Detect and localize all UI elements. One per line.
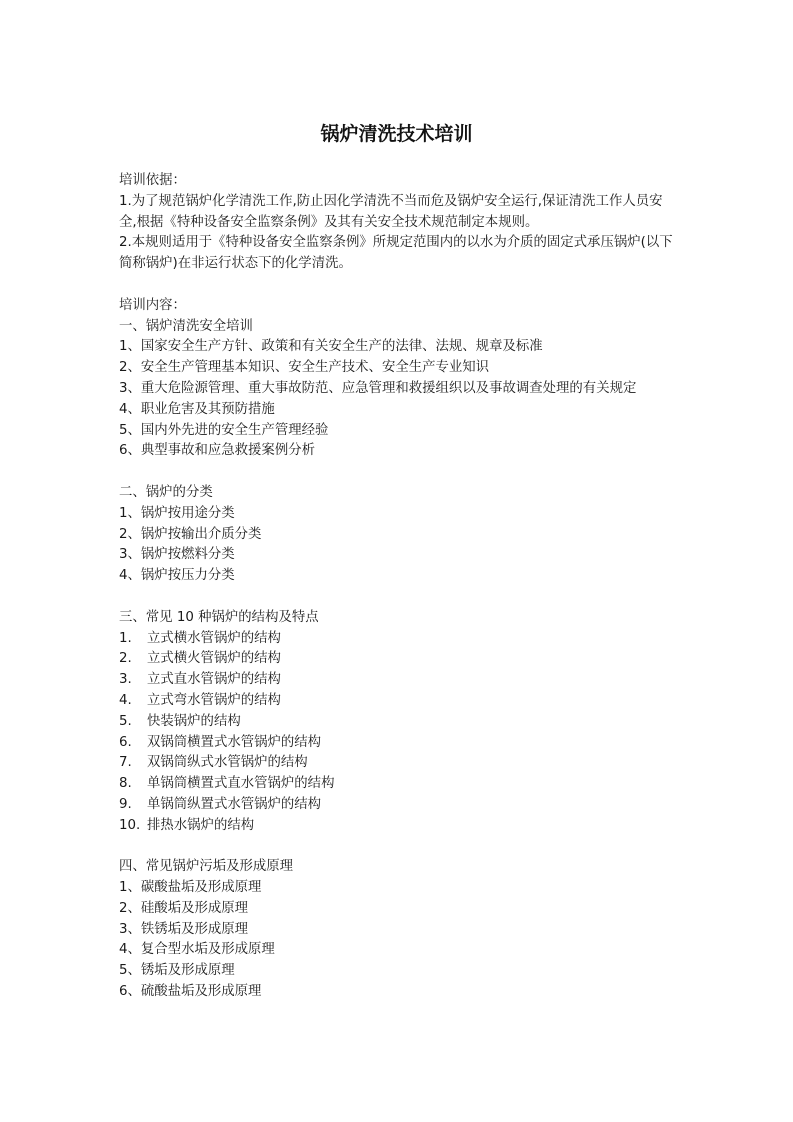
numbered-item xyxy=(119,816,679,837)
numbered-item xyxy=(119,795,679,816)
numbered-item xyxy=(119,733,679,754)
list-item: 1、锅炉按用途分类 xyxy=(119,505,235,521)
list-item: 3、铁锈垢及形成原理 xyxy=(119,921,249,937)
numbered-item xyxy=(119,691,679,712)
list-item: 1、国家安全生产方针、政策和有关安全生产的法律、法规、规章及标准 xyxy=(119,339,543,355)
item-text: 单锅筒纵置式水管锅炉的结构 xyxy=(147,796,322,812)
item-number: 2. xyxy=(119,651,132,667)
item-text: 快装锅炉的结构 xyxy=(147,713,241,729)
list-item: 6、典型事故和应急救援案例分析 xyxy=(119,443,315,459)
document-title: 锅炉清洗技术培训 xyxy=(320,123,473,145)
content-heading: 培训内容： xyxy=(119,297,186,313)
basis-paragraph-1: 1.为了规范锅炉化学清洗工作,防止因化学清洗不当而危及锅炉安全运行,保证清洗工作人员安全,根据《特种设备安全监察条例》及其有关安全技术规范制定本规则。 xyxy=(119,193,663,230)
numbered-item xyxy=(119,670,679,691)
list-item: 4、复合型水垢及形成原理 xyxy=(119,942,275,958)
item-number: 9. xyxy=(119,796,132,812)
section-heading: 三、常见 10 种锅炉的结构及特点 xyxy=(119,609,319,625)
basis-heading: 培训依据： xyxy=(119,173,186,188)
list-item: 2、安全生产管理基本知识、安全生产技术、安全生产专业知识 xyxy=(119,360,490,376)
spacer xyxy=(119,462,679,483)
item-number: 3. xyxy=(119,672,132,688)
spacer xyxy=(119,587,679,608)
numbered-item xyxy=(119,753,679,774)
list-item: 2、锅炉按输出介质分类 xyxy=(119,526,262,542)
spacer xyxy=(119,837,679,858)
item-number: 6. xyxy=(119,734,132,750)
list-item: 5、国内外先进的安全生产管理经验 xyxy=(119,422,329,438)
list-item: 3、锅炉按燃料分类 xyxy=(119,547,235,563)
list-item: 3、重大危险源管理、重大事故防范、应急管理和救援组织以及事故调查处理的有关规定 xyxy=(119,380,637,396)
item-number: 8. xyxy=(119,776,132,792)
section-heading: 二、锅炉的分类 xyxy=(119,484,213,500)
item-text: 单锅筒横置式直水管锅炉的结构 xyxy=(147,776,335,792)
item-number: 1. xyxy=(119,630,132,646)
numbered-item xyxy=(119,649,679,670)
item-text: 立式直水管锅炉的结构 xyxy=(147,672,281,688)
item-text: 立式横火管锅炉的结构 xyxy=(147,651,281,667)
item-text: 排热水锅炉的结构 xyxy=(147,817,255,833)
numbered-item xyxy=(119,774,679,795)
item-number: 5. xyxy=(119,713,132,729)
item-number: 4. xyxy=(119,692,132,708)
numbered-item xyxy=(119,629,679,650)
list-item: 6、硫酸盐垢及形成原理 xyxy=(119,984,262,1000)
numbered-item xyxy=(119,712,679,733)
spacer xyxy=(119,275,679,296)
item-number: 10. xyxy=(119,817,141,833)
list-item: 2、硅酸垢及形成原理 xyxy=(119,900,249,916)
item-text: 双锅筒纵式水管锅炉的结构 xyxy=(147,755,308,771)
basis-paragraph-2: 2.本规则适用于《特种设备安全监察条例》所规定范围内的以水为介质的固定式承压锅炉(以下简称锅炉)在非运行状态下的化学清洗。 xyxy=(119,235,673,272)
list-item: 5、锈垢及形成原理 xyxy=(119,963,235,979)
document-body xyxy=(119,171,679,1003)
list-item: 4、职业危害及其预防措施 xyxy=(119,401,275,417)
item-text: 立式弯水管锅炉的结构 xyxy=(147,692,281,708)
section-heading: 一、锅炉清洗安全培训 xyxy=(119,318,253,334)
item-number: 7. xyxy=(119,755,132,771)
item-text: 立式横水管锅炉的结构 xyxy=(147,630,281,646)
list-item: 4、锅炉按压力分类 xyxy=(119,568,235,584)
list-item: 1、碳酸盐垢及形成原理 xyxy=(119,880,262,896)
item-text: 双锅筒横置式水管锅炉的结构 xyxy=(147,734,322,750)
section-heading: 四、常见锅炉污垢及形成原理 xyxy=(119,859,294,875)
